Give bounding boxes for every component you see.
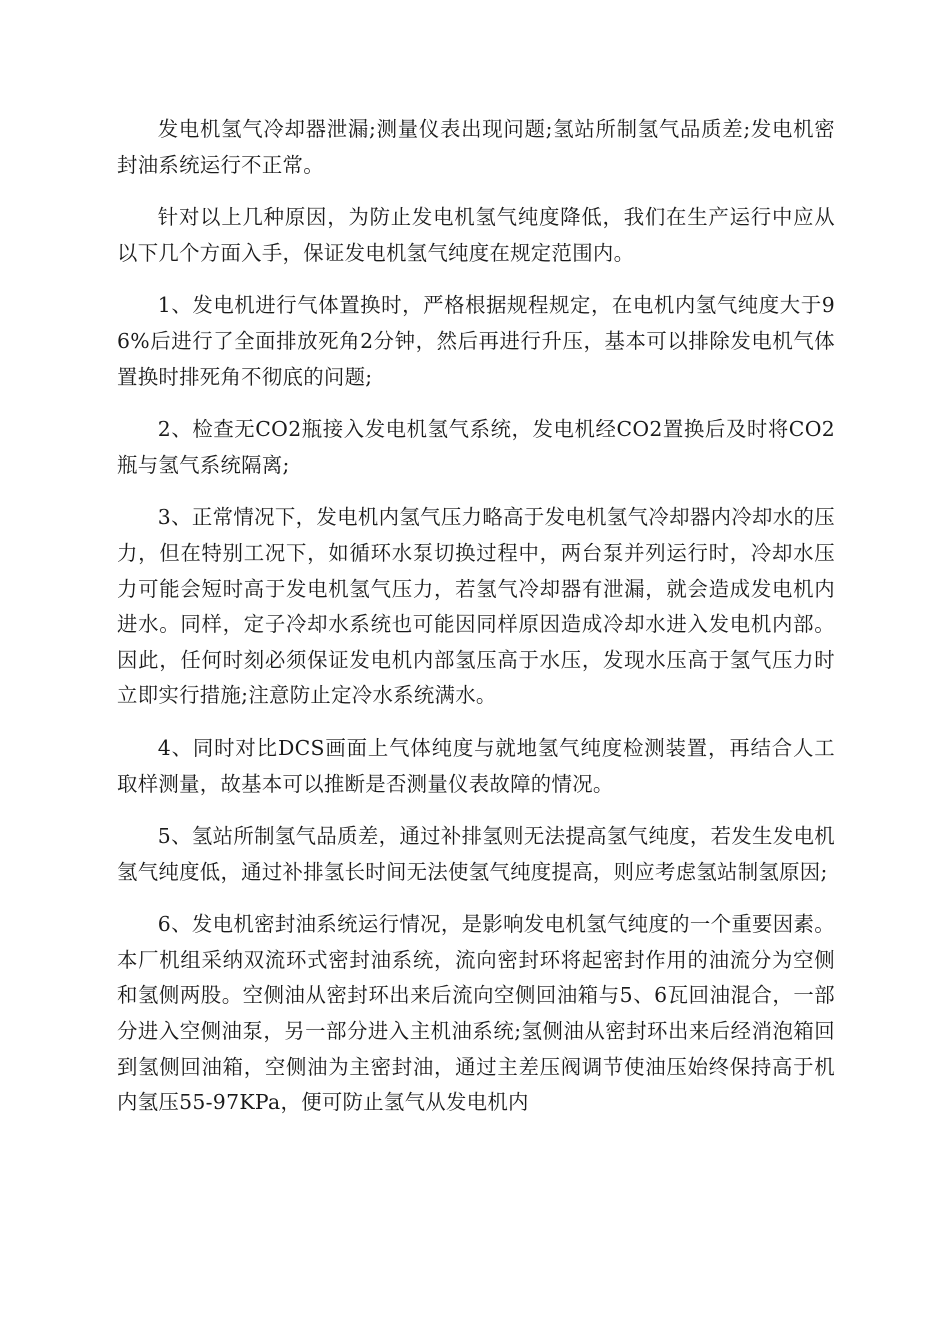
paragraph-measures-intro: 针对以上几种原因，为防止发电机氢气纯度降低，我们在生产运行中应从以下几个方面入手，保证发电机氢气纯度在规定范围内。 [117, 205, 835, 265]
paragraph-causes-summary: 发电机氢气冷却器泄漏;测量仪表出现问题;氢站所制氢气品质差;发电机密封油系统运行不正常。 [117, 117, 835, 177]
paragraph-measure-3: 3、正常情况下，发电机内氢气压力略高于发电机氢气冷却器内冷却水的压力，但在特别工况下，如循环水泵切换过程中，两台泵并列运行时，冷却水压力可能会短时高于发电机氢气压力，若氢气冷却器有泄漏，就会造成发电机内进水。同样，定子冷却水系统也可能因同样原因造成冷却水进入发电机内部。因此，任何时刻必须保证发电机内部氢压高于水压，发现水压高于氢气压力时立即实行措施;注意防止定冷水系统满水。 [117, 505, 835, 708]
paragraph-measure-5: 5、氢站所制氢气品质差，通过补排氢则无法提高氢气纯度，若发生发电机氢气纯度低，通过补排氢长时间无法使氢气纯度提高，则应考虑氢站制氢原因; [117, 824, 835, 884]
paragraph-measure-6: 6、发电机密封油系统运行情况，是影响发电机氢气纯度的一个重要因素。本厂机组采纳双流环式密封油系统，流向密封环将起密封作用的油流分为空侧和氢侧两股。空侧油从密封环出来后流向空侧回油箱与5、6瓦回油混合，一部分进入空侧油泵，另一部分进入主机油系统;氢侧油从密封环出来后经消泡箱回到氢侧回油箱，空侧油为主密封油，通过主差压阀调节使油压始终保持高于机内氢压55-97KPa，便可防止氢气从发电机内 [117, 912, 835, 1115]
paragraph-measure-4: 4、同时对比DCS画面上气体纯度与就地氢气纯度检测装置，再结合人工取样测量，故基本可以推断是否测量仪表故障的情况。 [117, 735, 835, 796]
paragraph-measure-2: 2、检查无CO2瓶接入发电机氢气系统，发电机经CO2置换后及时将CO2瓶与氢气系统隔离; [117, 417, 835, 477]
document-body [117, 112, 835, 1138]
paragraph-measure-1: 1、发电机进行气体置换时，严格根据规程规定，在电机内氢气纯度大于96%后进行了全面排放死角2分钟，然后再进行升压，基本可以排除发电机气体置换时排死角不彻底的问题; [117, 293, 835, 389]
